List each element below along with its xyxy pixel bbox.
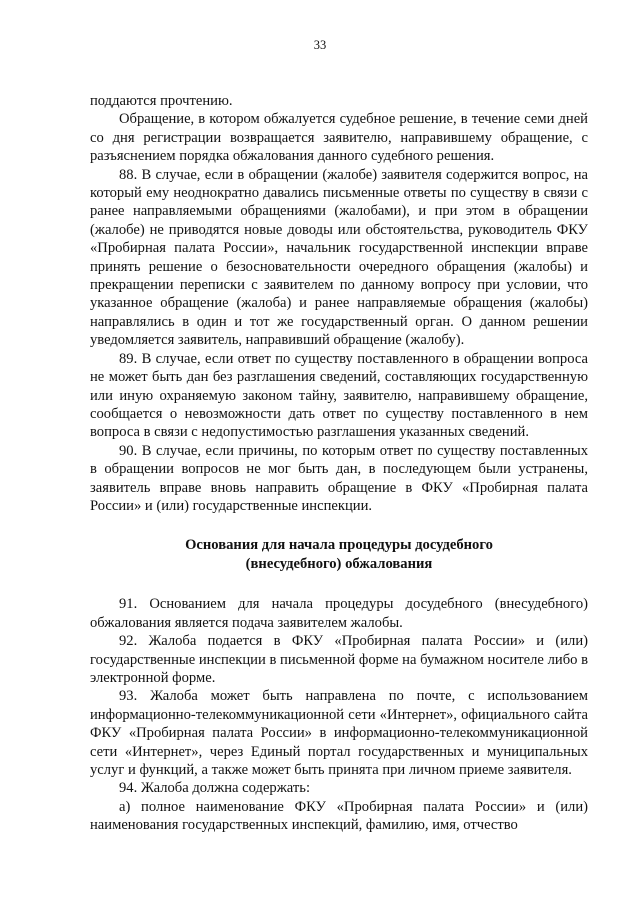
- section-heading: [90, 536, 588, 574]
- paragraph-continuation: поддаются прочтению.: [90, 93, 233, 109]
- section-heading-line-1: Основания для начала процедуры досудебного: [185, 537, 493, 554]
- paragraph-92: 92. Жалоба подается в ФКУ «Пробирная палата России» и (или) государственные инспекции в письменной форме на бумажном носителе либо в электронной форме.: [90, 633, 588, 686]
- paragraph-94: 94. Жалоба должна содержать:: [119, 780, 310, 797]
- paragraph-90: 90. В случае, если причины, по которым ответ по существу поставленных в обращении вопросов не мог быть дан, в последующем были устранены, заявитель вправе вновь направить обращение в ФКУ «Пробирная палата России» и (или) государственные инспекции.: [90, 442, 588, 514]
- section-heading-line-2: (внесудебного) обжалования: [245, 556, 433, 573]
- paragraph-91: 91. Основанием для начала процедуры досудебного (внесудебного) обжалования является подача заявителем жалобы.: [90, 596, 588, 631]
- paragraph-88: 88. В случае, если в обращении (жалобе) заявителя содержится вопрос, на который ему неоднократно давались письменные ответы по существу в связи с ранее направляемыми обращениями (жалобами), и при этом в обращении (жалобе) не приводятся новые доводы или обстоятельства, руководитель ФКУ «Пробирная палата России», начальник государственной инспекции вправе принять решение о безосновательности очередного обращения (жалобы) и прекращении переписки с заявителем по данному вопросу при условии, что указанное обращение (жалоба) и ранее направляемые обращения (жалобы) направлялись в один и тот же государственный орган. О данном решении уведомляется заявитель, направивший обращение (жалобу).: [90, 166, 588, 349]
- page-number: 33: [313, 38, 327, 52]
- paragraph-89: 89. В случае, если ответ по существу поставленного в обращении вопроса не может быть дан без разглашения сведений, составляющих государственную или иную охраняемую законом тайну, заявителю, направившему обращение, сообщается о невозможности дать ответ по существу поставленного в нем вопроса в связи с недопустимостью разглашения указанных сведений.: [90, 350, 588, 441]
- document-body: [90, 92, 588, 835]
- paragraph-94-item-a: а) полное наименование ФКУ «Пробирная палата России» и (или) наименования государственных инспекций, фамилию, имя, отчество: [90, 798, 588, 834]
- paragraph-court-decision: Обращение, в котором обжалуется судебное решение, в течение семи дней со дня регистрации возвращается заявителю, направившему обращение, с разъяснением порядка обжалования данного судебного решения.: [90, 111, 588, 165]
- paragraph-93: 93. Жалоба может быть направлена по почте, с использованием информационно-телекоммуникационной сети «Интернет», официального сайта ФКУ «Пробирная палата России» в информационно-телекоммуникационной сети «Интернет», через Единый портал государственных и муниципальных услуг и функций, а также может быть принята при личном приеме заявителя.: [90, 688, 588, 778]
